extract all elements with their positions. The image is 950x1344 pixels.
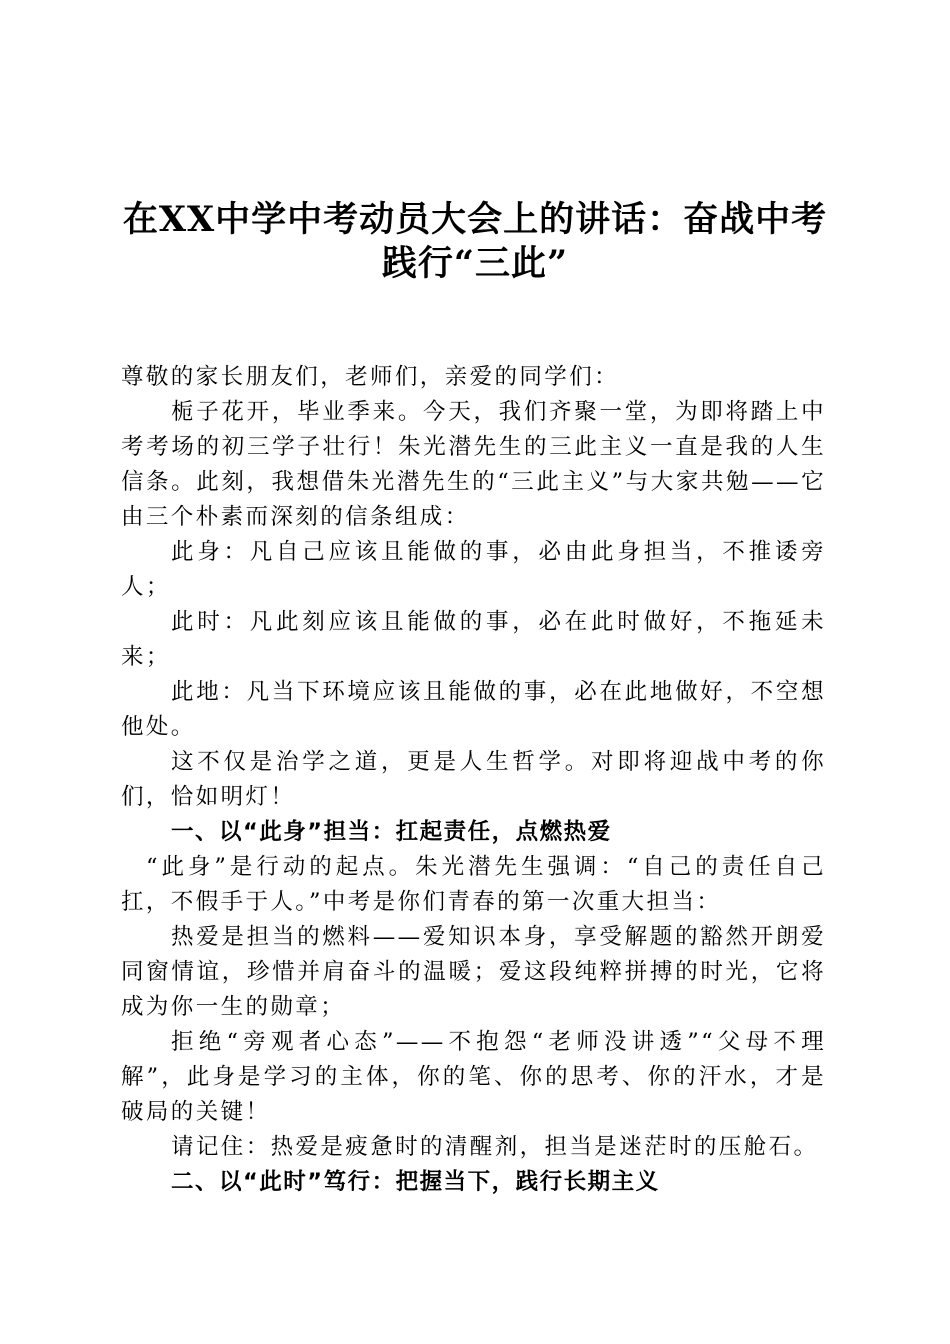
- paragraph-philosophy: 这不仅是治学之道，更是人生哲学。对即将迎战中考的你们，恰如明灯！: [121, 749, 826, 810]
- salutation: 尊敬的家长朋友们，老师们，亲爱的同学们：: [121, 364, 620, 390]
- section1-paragraph-1: “此身”是行动的起点。朱光潜先生强调：“自己的责任自己扛，不假手于人。”中考是你们青春的第一次重大担当：: [121, 854, 826, 915]
- document-body: [121, 360, 826, 1200]
- paragraph-cishen: 此身：凡自己应该且能做的事，必由此身担当，不推诿旁人；: [121, 539, 826, 600]
- document-title-line-2: 践行“三此”: [381, 243, 569, 284]
- document-title-line-1: 在XX中学中考动员大会上的讲话：奋战中考: [122, 199, 828, 240]
- section-heading-2: 二、以“此时”笃行：把握当下，践行长期主义: [171, 1169, 660, 1195]
- paragraph-intro: 栀子花开，毕业季来。今天，我们齐聚一堂，为即将踏上中考考场的初三学子壮行！朱光潜先生的三此主义一直是我的人生信条。此刻，我想借朱光潜先生的“三此主义”与大家共勉——它由三个朴素而深刻的信条组成：: [121, 399, 826, 530]
- section-heading-1: 一、以“此身”担当：扛起责任，点燃热爱: [171, 819, 612, 845]
- section1-paragraph-2: 热爱是担当的燃料——爱知识本身，享受解题的豁然开朗爱同窗情谊，珍惜并肩奋斗的温暖；爱这段纯粹拼搏的时光，它将成为你一生的勋章；: [121, 924, 826, 1020]
- section1-paragraph-4: 请记住：热爱是疲惫时的清醒剂，担当是迷茫时的压舱石。: [171, 1134, 819, 1160]
- paragraph-cishi: 此时：凡此刻应该且能做的事，必在此时做好，不拖延未来；: [121, 609, 826, 670]
- section1-paragraph-3: 拒绝“旁观者心态”——不抱怨“老师没讲透”“父母不理解”，此身是学习的主体，你的笔、你的思考、你的汗水，才是破局的关键！: [121, 1029, 826, 1125]
- paragraph-cidi: 此地：凡当下环境应该且能做的事，必在此地做好，不空想他处。: [121, 679, 826, 740]
